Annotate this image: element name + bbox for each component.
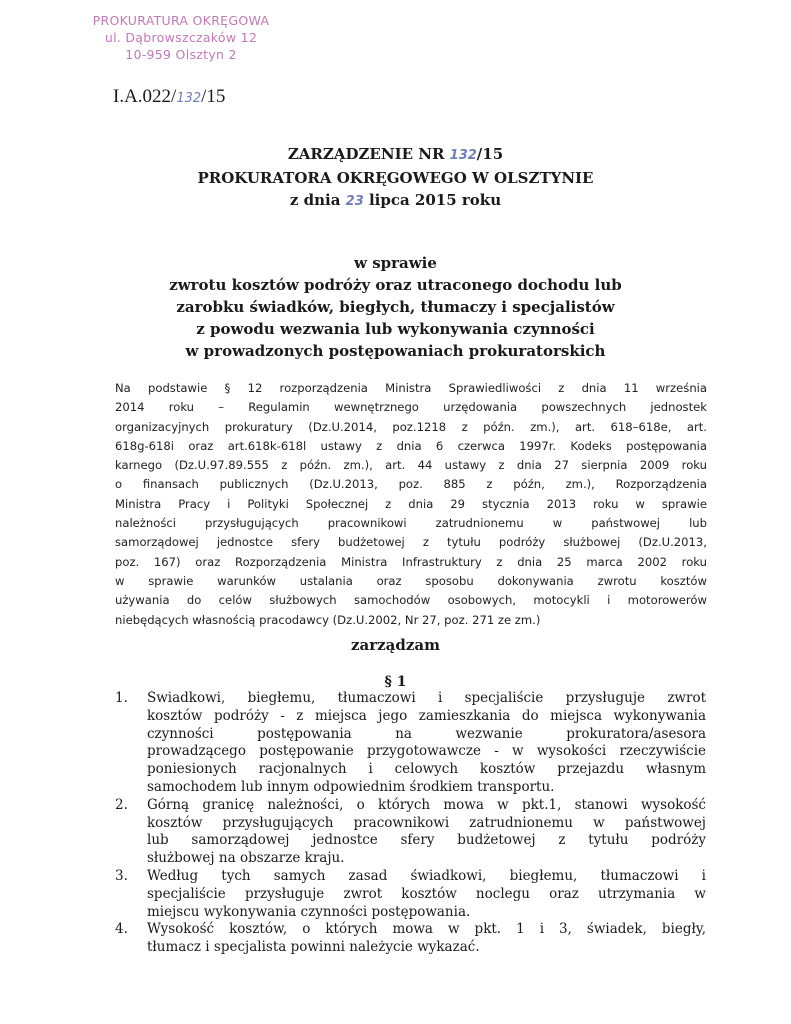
list-item-number: 3. (115, 867, 128, 884)
list-item-line: specjaliście przysługuje zwrot kosztów noclegu oraz utrzymania w (147, 885, 706, 902)
subject-line-1: w sprawie (354, 254, 437, 272)
basis-line: samorządowej jednostce sfery budżetowej z tytułu podróży służbowej (Dz.U.2013, (115, 535, 707, 550)
list-item-line: lub samorządowej jednostce sfery budżetowej z tytułu podróży (147, 832, 706, 849)
reference-number (113, 86, 225, 108)
basis-line: karnego (Dz.U.97.89.555 z późn. zm.), art. 44 ustawy z dnia 27 sierpnia 2009 roku (115, 458, 707, 473)
stamp-line-2: ul. Dąbrowszczaków 12 (104, 30, 258, 45)
title-number-suffix: /15 (476, 145, 504, 163)
reference-suffix: /15 (201, 86, 226, 107)
title-line-1 (0, 143, 791, 167)
date-prefix: z dnia (289, 191, 346, 209)
list-item-line: samochodem lub innym odpowiednim środkiem transportu. (147, 778, 555, 795)
handwritten-reference: 132 (176, 91, 202, 106)
list-item-line: tłumacz i specjalista powinni należycie wykazać. (147, 939, 480, 956)
list-item-line: Świadkowi, biegłemu, tłumaczowi i specjaliście przysługuje zwrot (147, 690, 706, 706)
basis-line: organizacyjnych prokuratury (Dz.U.2014, poz.1218 z późn. zm.), art. 618–618e, art. (115, 419, 707, 434)
basis-line: Ministra Pracy i Polityki Społecznej z dnia 29 stycznia 2013 roku w sprawie (115, 496, 707, 511)
list-item-line: służbowej na obszarze kraju. (147, 850, 345, 867)
reference-prefix: I.A.022/ (113, 86, 177, 107)
subject-line-4: z powodu wezwania lub wykonywania czynności (196, 320, 595, 338)
title-line-2: PROKURATORA OKRĘGOWEGO W OLSZTYNIE (197, 169, 594, 187)
basis-line: niebędących własnością pracodawcy (Dz.U.2002, Nr 27, poz. 271 ze zm.) (115, 612, 541, 627)
basis-line: 2014 roku – Regulamin wewnętrznego urzędowania powszechnych jednostek (115, 400, 707, 415)
legal-basis-paragraph (115, 379, 707, 630)
stamp-line-3: 10-959 Olsztyn 2 (125, 47, 237, 62)
handwritten-day: 23 (345, 194, 364, 209)
subject-line-2: zwrotu kosztów podróży oraz utraconego dochodu lub (169, 276, 622, 294)
title-number-prefix: ZARZĄDZENIE NR (287, 145, 450, 163)
handwritten-order-number: 132 (449, 148, 477, 163)
decree-heading: zarządzam (351, 636, 440, 654)
list-item (113, 868, 706, 921)
date-suffix: lipca 2015 roku (363, 191, 502, 209)
list-item-line: prowadzącego postępowanie przygotowawcze - w wysokości rzeczywiście (147, 743, 706, 760)
list-item (113, 690, 706, 797)
basis-line: 618g-618i oraz art.618k-618l ustawy z dnia 6 czerwca 1997r. Kodeks postępowania (115, 438, 707, 453)
list-item-number: 2. (115, 796, 128, 813)
title-line-3 (0, 189, 791, 213)
list-item-line: kosztów podróży - z miejsca jego zamieszkania do miejsca wykonywania (147, 707, 706, 724)
basis-line: o finansach publicznych (Dz.U.2013, poz. 885 z późn, zm.), Rozporządzenia (115, 477, 707, 492)
basis-line: Na podstawie § 12 rozporządzenia Ministra Sprawiedliwości z dnia 11 września (115, 381, 707, 395)
list-item (113, 921, 706, 957)
subject-line-5: w prowadzonych postępowaniach prokuratorskich (185, 342, 606, 360)
basis-line: w sprawie warunków ustalania oraz sposobu dokonywania zwrotu kosztów (115, 573, 707, 588)
list-item-line: poniesionych racjonalnych i celowych kosztów przejazdu własnym (147, 761, 706, 778)
basis-line: używania do celów służbowych samochodów osobowych, motocykli i motorowerów (115, 593, 707, 608)
basis-line: należności przysługujących pracownikowi zatrudnionemu w państwowej lub (115, 516, 707, 531)
document-title (0, 143, 791, 213)
list-item-line: czynności postępowania na wezwanie prokuratora/asesora (147, 725, 706, 742)
list-item-line: Górną granicę należności, o których mowa w pkt.1, stanowi wysokość (147, 796, 706, 813)
document-subject (0, 252, 791, 362)
list-item-line: kosztów przysługujących pracownikowi zatrudnionemu w państwowej (147, 814, 706, 831)
numbered-list (113, 690, 706, 957)
list-item-line: Wysokość kosztów, o których mowa w pkt. 1 i 3, świadek, biegły, (147, 921, 706, 938)
list-item-number: 1. (115, 690, 128, 706)
list-item-number: 4. (115, 921, 128, 938)
office-stamp (86, 12, 276, 63)
stamp-line-1: PROKURATURA OKRĘGOWA (92, 13, 270, 28)
section-heading: § 1 (384, 674, 407, 690)
basis-line: poz. 167) oraz Rozporządzenia Ministra Infrastruktury z dnia 25 marca 2002 roku (115, 554, 707, 569)
list-item (113, 797, 706, 868)
list-item-line: miejscu wykonywania czynności postępowania. (147, 903, 471, 920)
subject-line-3: zarobku świadków, biegłych, tłumaczy i specjalistów (176, 298, 615, 316)
list-item-line: Według tych samych zasad świadkowi, biegłemu, tłumaczowi i (147, 867, 706, 884)
